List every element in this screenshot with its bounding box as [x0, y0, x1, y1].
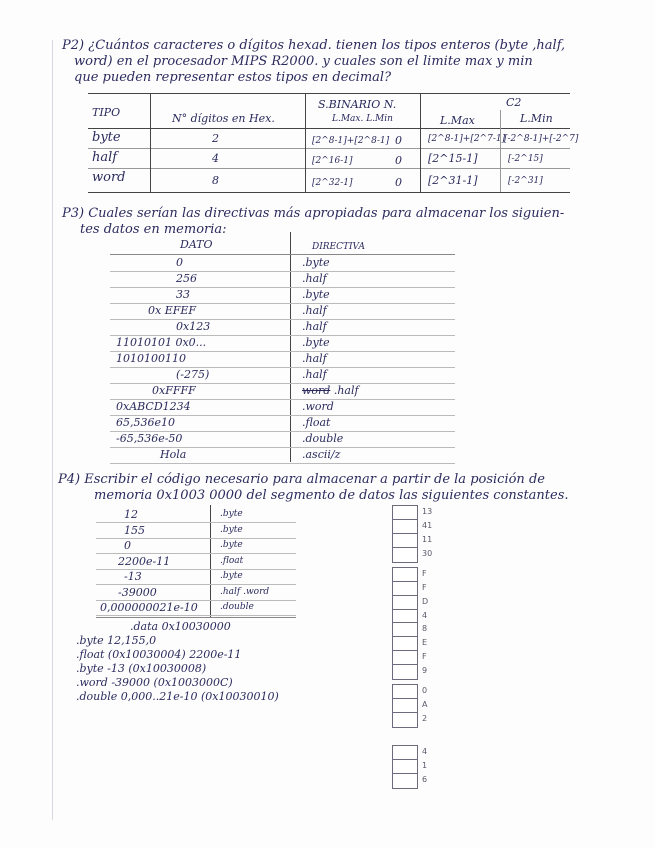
p3-row-dato: 33 [176, 288, 190, 301]
p3-row-dato: 256 [176, 272, 197, 285]
p2-header-lmax: L.Max [440, 114, 475, 127]
p2-question-line3: que pueden representar estos tipos en decimal? [74, 70, 392, 85]
p4-row-directiva: .double [220, 602, 254, 612]
memory-cell-label: E [422, 638, 428, 647]
memory-cell-label: 4 [422, 611, 428, 620]
p3-row-directiva: .byte [302, 288, 330, 301]
p2-row-bmin: 0 [395, 134, 402, 147]
memory-cell-label: 6 [422, 775, 428, 784]
memory-cell-label: 8 [422, 624, 428, 633]
code-line: .byte 12,155,0 [76, 634, 157, 647]
p4-row-dato: 155 [124, 523, 145, 537]
memory-cell-label: 9 [422, 666, 428, 675]
p3-row-directiva: .double [302, 432, 344, 445]
memory-cell [392, 712, 418, 728]
p3-row-dato: (-275) [176, 368, 210, 381]
p2-row-bmax: [2^8-1]+[2^8-1] [312, 136, 390, 146]
p2-row-hex: 8 [212, 174, 219, 187]
p3-row-directiva: .half [302, 320, 327, 333]
p3-row-directiva: .half [302, 352, 327, 365]
memory-cell-label: 0 [422, 686, 428, 695]
p4-question-line1: P4) Escribir el código necesario para almacenar a partir de la posición de [58, 472, 545, 487]
code-line: .word -39000 (0x1003000C) [76, 676, 233, 689]
p4-row-dato: -13 [124, 570, 142, 583]
p3-row-dato: 0x123 [176, 320, 211, 333]
p3-header-dato: DATO [180, 238, 213, 251]
p2-header-lmin: L.Min [520, 112, 553, 125]
p4-question-line2: memoria 0x1003 0000 del segmento de datos las siguientes constantes. [94, 488, 569, 503]
p4-row-dato: 0,000000021e-10 [100, 601, 198, 614]
p3-header-directiva: DIRECTIVA [312, 242, 365, 252]
p2-row-cmax: [2^31-1] [428, 174, 478, 187]
memory-cell-label: 4 [422, 747, 428, 756]
p2-header-binario: S.BINARIO N. [318, 98, 397, 111]
p3-question-line2: tes datos en memoria: [80, 222, 227, 237]
p3-row-directiva: .byte [302, 336, 330, 349]
p2-row-tipo: half [92, 150, 118, 165]
memory-cell-label: D [422, 597, 429, 606]
p2-row-bmin: 0 [395, 176, 402, 189]
p3-row-rule [110, 287, 455, 288]
p4-row-directiva: .byte [220, 540, 243, 550]
memory-cell-label: 41 [422, 521, 433, 530]
p2-col-divider [150, 93, 151, 192]
p2-row-hex: 4 [212, 152, 219, 165]
memory-cell-label: F [422, 652, 427, 661]
p3-row-dato: 0x EFEF [148, 304, 197, 317]
p3-row-rule [110, 319, 455, 320]
p3-row-rule [110, 463, 455, 464]
p2-header-binario-sub: L.Max. L.Min [332, 114, 393, 124]
p3-row-dato: 0xABCD1234 [116, 400, 191, 413]
p4-row-directiva: .byte [220, 524, 243, 535]
code-line: .double 0,000..21e-10 (0x10030010) [76, 690, 279, 703]
memory-cell-label: 13 [422, 507, 433, 516]
p2-row-tipo: word [92, 170, 126, 185]
code-data-directive: .data 0x10030000 [130, 620, 231, 633]
p4-row-dato: 2200e-11 [118, 554, 171, 568]
p2-col-divider [305, 93, 306, 192]
p3-row-dato: -65,536e-50 [116, 432, 183, 445]
p4-row-directiva: .byte [220, 571, 243, 581]
p3-row-directiva: word .half [302, 384, 359, 397]
margin-line [52, 40, 53, 820]
p2-row-bmax: [2^16-1] [312, 156, 353, 166]
p2-row-bmin: 0 [395, 154, 402, 167]
p3-row-dato: Hola [160, 448, 187, 461]
p3-row-dato: 1010100110 [116, 352, 186, 365]
p3-row-rule [110, 271, 455, 272]
memory-cell-label: F [422, 583, 427, 592]
p4-row-rule [96, 615, 296, 616]
memory-cell-label: A [422, 700, 428, 709]
p2-col-divider [420, 93, 421, 192]
p3-row-directiva: .half [302, 272, 327, 285]
memory-cell [392, 547, 418, 563]
p2-table-header-rule [88, 128, 570, 129]
p2-row-cmin: [-2^8-1]+[-2^7] [504, 134, 579, 144]
p2-table-bottom [88, 192, 570, 193]
p3-row-directiva: .word [302, 400, 334, 413]
p4-table-bottom [96, 617, 296, 618]
p4-row-directiva: .byte [220, 509, 243, 519]
p3-row-directiva: .half [302, 368, 327, 381]
p4-row-dato: 12 [124, 508, 138, 521]
p3-row-dato: 65,536e10 [116, 416, 175, 429]
p2-question-line2: word) en el procesador MIPS R2000. y cuales son el limite max y min [74, 54, 533, 69]
p2-col-divider [500, 110, 501, 192]
p2-table-top [88, 93, 570, 94]
p2-row-cmin: [-2^31] [508, 176, 543, 186]
p3-col-divider [290, 232, 291, 462]
code-line: .byte -13 (0x10030008) [76, 662, 207, 675]
p3-row-directiva: .float [302, 416, 331, 429]
p2-row-cmax: [2^15-1] [428, 152, 478, 165]
memory-cell-label: 1 [422, 761, 428, 770]
p2-row-rule [88, 148, 570, 149]
memory-cell-label: F [422, 569, 427, 578]
p4-row-directiva: .float [220, 555, 244, 566]
p2-question-line1: P2) ¿Cuántos caracteres o dígitos hexad. tienen los tipos enteros (byte ,half, [62, 38, 566, 53]
p2-row-tipo: byte [92, 130, 121, 145]
p2-header-c2: C2 [506, 96, 522, 109]
p3-header-rule [110, 254, 455, 255]
p3-row-dato: 11010101 0x0... [116, 336, 207, 349]
p4-row-directiva: .half .word [220, 586, 270, 597]
p2-row-cmax: [2^8-1]+[2^7-1] [428, 134, 506, 144]
p3-row-directiva: .byte [302, 256, 330, 269]
p2-row-hex: 2 [212, 132, 219, 145]
p3-row-rule [110, 367, 455, 368]
p4-row-dato: 0 [124, 539, 131, 552]
memory-cell [392, 773, 418, 789]
p4-row-dato: -39000 [118, 585, 157, 599]
p3-question-line1: P3) Cuales serían las directivas más apropiadas para almacenar los siguien- [62, 206, 565, 221]
code-line: .float (0x10030004) 2200e-11 [76, 648, 242, 661]
p3-row-dato: 0xFFFF [152, 384, 196, 397]
p3-row-directiva: .half [302, 304, 327, 317]
p2-row-cmin: [-2^15] [508, 154, 543, 164]
memory-cell-label: 11 [422, 535, 433, 544]
p2-row-bmax: [2^32-1] [312, 178, 353, 188]
p2-header-hex: N° dígitos en Hex. [172, 112, 275, 125]
p2-row-rule [88, 168, 570, 169]
memory-cell-label: 2 [422, 714, 428, 723]
memory-cell-label: 30 [422, 549, 433, 558]
p3-row-dato: 0 [176, 256, 183, 269]
p3-row-directiva: .ascii/z [302, 448, 341, 461]
memory-cell [392, 664, 418, 680]
p2-header-tipo: TIPO [92, 106, 121, 119]
